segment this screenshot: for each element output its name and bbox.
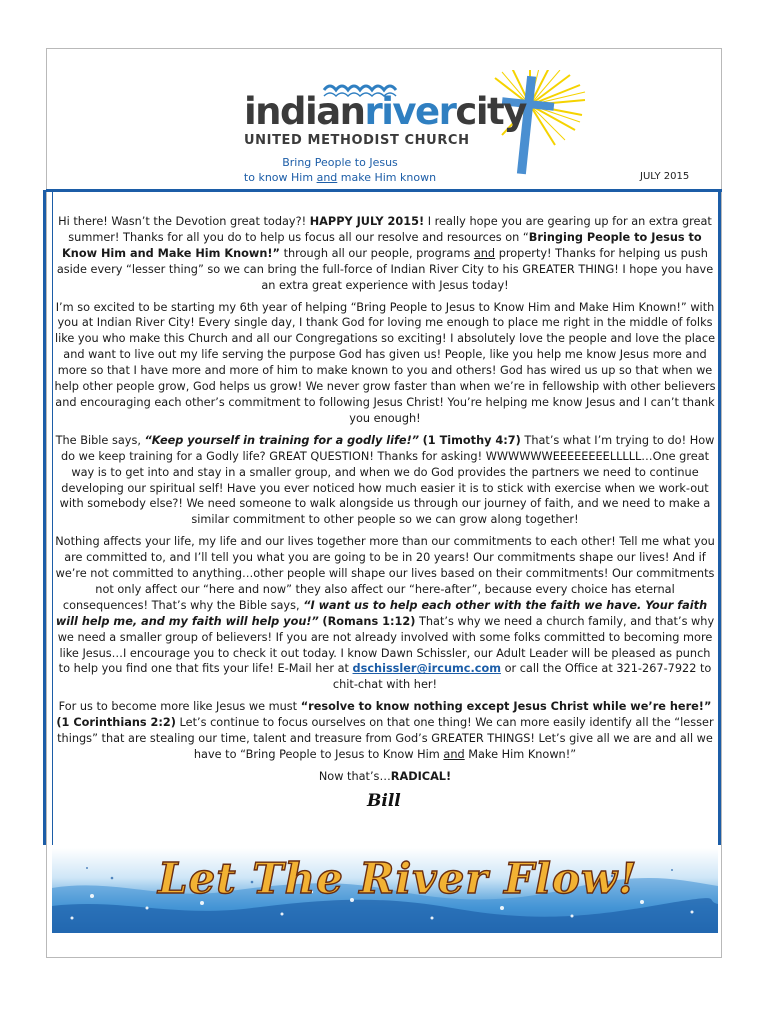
- left-border-bar: [43, 190, 46, 845]
- tagline-text: make Him known: [337, 171, 437, 184]
- text: Make Him Known!”: [464, 748, 577, 761]
- text: Nothing affects your life, my life and our lives together more than our commitments to each other! Tell me what you are committed to, and I’ll tell you what you are going to be in 20 years! Our commitments shape our lives! And if we’re not committed to anything…other people will shape our lives based on their commitments! Our commitments not only affect our “here and now” they also affect our “here-after”, because every choice has eternal consequences! That’s why the Bible says,: [55, 535, 715, 612]
- paragraph-6: [54, 769, 716, 785]
- text-underline: and: [473, 246, 496, 260]
- logo-word-city: city: [455, 90, 526, 133]
- tagline-and: and: [316, 171, 338, 184]
- text-bold-italic: “Keep yourself in training for a godly life!”: [144, 433, 420, 447]
- tagline: [220, 155, 460, 185]
- paragraph-4: [54, 534, 716, 693]
- text-bold: RADICAL!: [390, 769, 452, 783]
- logo-word-indian: indian: [244, 90, 365, 133]
- paragraph-2: I’m so excited to be starting my 6th year of helping “Bring People to Jesus to Know Him and Make Him Known!” with you at Indian River City! Every single day, I thank God for loving me enough to place me right in the middle of folks like you who make this Church and all our Congregations so exciting! I absolutely love the people and love the place and want to live out my life serving the purpose God has given us! People, like you help me know Jesus more and more so that I have more and more of him to make known to you and others! God has wired us up so that when we help other people grow, God helps us grow! We never grow faster than when we’re in fellowship with other believers and encouraging each other’s commitment to following Jesus Christ! You’re helping me know Jesus and I can’t thank you enough!: [54, 300, 716, 425]
- right-border-bar: [718, 190, 721, 845]
- banner-title: Let The River Flow!: [158, 854, 638, 903]
- left-border-line: [52, 190, 53, 845]
- text-bold: “resolve to know nothing except Jesus Christ while we’re here!” (1 Corinthians 2:2): [56, 700, 712, 730]
- tagline-text: to know Him: [243, 171, 317, 184]
- text: Let’s continue to focus ourselves on that one thing! We can more easily identify all the “lesser things” that are stealing our time, talent and treasure from God’s GREATER THINGS! Let’s give all we are and all we have to “Bring People to Jesus to Know Him: [57, 716, 714, 761]
- tagline-line2: [220, 170, 460, 185]
- logo-wordmark: [244, 92, 526, 132]
- signature: Bill: [367, 791, 401, 811]
- paragraph-5: [54, 699, 716, 763]
- text: or call the Office at 321-267-7922 to chit-chat with her!: [332, 662, 712, 692]
- text: The Bible says,: [55, 433, 145, 447]
- text-bold: (Romans 1:12): [322, 614, 416, 628]
- text: Hi there! Wasn’t the Devotion great today?!: [58, 215, 310, 228]
- text-underline: and: [443, 748, 465, 761]
- tagline-line1: Bring People to Jesus: [282, 156, 398, 169]
- text-bold-italic: “I want us to help each other with the faith we have. Your faith will help me, and my faith will help you!”: [55, 598, 708, 628]
- text: That’s why we need a church family, and that’s why we need a smaller group of believers! If you are not already involved with some folks committed to becoming more like Jesus…I encourage you to check it out today. I know Dawn Schissler, our Adult Leader will be pleased as punch to help you find one that fits your life! E-Mail her at: [57, 614, 715, 676]
- text: For us to become more like Jesus we must: [58, 700, 301, 714]
- logo-subtitle: UNITED METHODIST CHURCH: [244, 133, 470, 148]
- paragraph-3: [54, 433, 716, 528]
- logo-word-river: river: [364, 90, 456, 133]
- text-bold: HAPPY JULY 2015!: [309, 215, 425, 228]
- river-banner: [52, 848, 718, 933]
- email-link[interactable]: dschissler@ircumc.com: [352, 662, 501, 676]
- text-bold: Bringing People to Jesus to Know Him and Make Him Known!”: [62, 230, 702, 260]
- text-bold: (1 Timothy 4:7): [422, 433, 521, 447]
- issue-date: JULY 2015: [640, 171, 690, 182]
- text: I really hope you are gearing up for an extra great summer! Thanks for all you do to help us focus all our resolve and resources on “: [68, 215, 712, 244]
- paragraph-1: [54, 214, 716, 294]
- text: That’s what I’m trying to do! How do we keep training for a Godly life? GREAT QUESTION! Thanks for asking! WWWWWWEEEEEEEELLLLL…One great way is to get into and stay in a smaller group, and when we do God provides the partners we need to continue developing our spiritual self! Have you ever noticed how much easier it is to stick with exercise when we work-out with somebody else?! We need someone to walk alongside us through our journey of faith, and we need to make a similar commitment to other people so we can grow along together!: [59, 433, 715, 527]
- text: through all our people, programs: [280, 246, 474, 260]
- letter-body: [54, 214, 716, 791]
- text: Now that’s…: [318, 769, 391, 783]
- text: property! Thanks for helping us push aside every “lesser thing” so we can bring the full-force of Indian River City to his GREATER THING! I hope you have an extra great experience with Jesus today!: [56, 246, 714, 292]
